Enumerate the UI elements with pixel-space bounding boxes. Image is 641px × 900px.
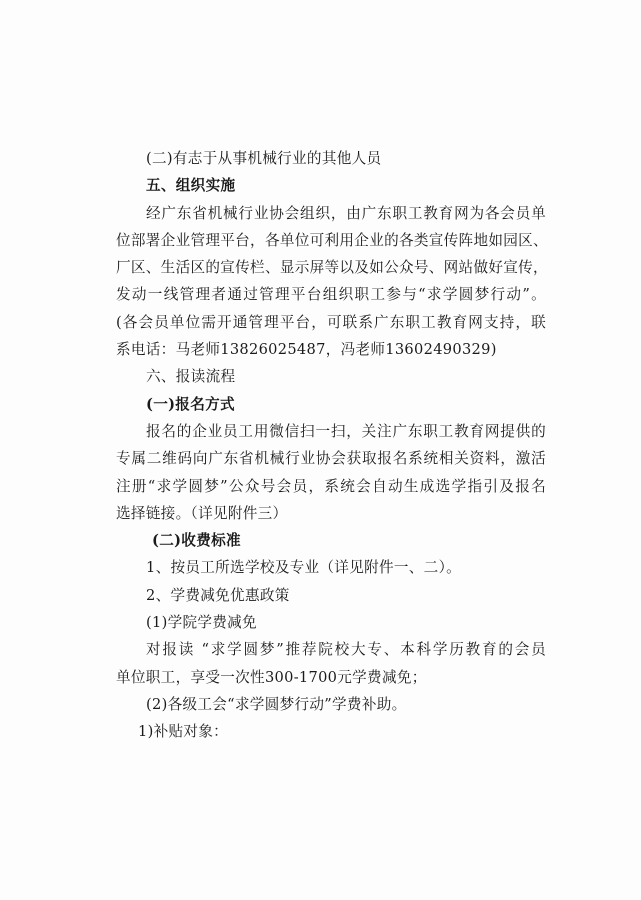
line-text: 对报读 “求学圆梦”推荐院校大专、本科学历教育的会员 — [146, 641, 546, 659]
contact-phone-line — [116, 336, 546, 363]
line-text: 系电话：马老师13826025487，冯老师13602490329) — [116, 341, 497, 359]
line-text: 厂区、生活区的宣传栏、显示屏等以及如公众号、网站做好宣传， — [116, 259, 548, 277]
list-item-union-subsidy — [116, 691, 546, 718]
paragraph-line — [116, 636, 546, 663]
line-text: (二)有志于从事机械行业的其他人员 — [146, 150, 382, 167]
line-text: 单位职工，享受一次性300-1700元学费减免； — [116, 668, 427, 686]
line-text: 1、按员工所选学校及专业（详见附件一、二）。 — [146, 559, 462, 577]
line-text: 经广东省机械行业协会组织，由广东职工教育网为各会员单 — [146, 204, 546, 222]
paragraph-line — [116, 445, 546, 472]
line-text: 报名的企业员工用微信扫一扫，关注广东职工教育网提供的 — [146, 422, 546, 440]
list-item-other-personnel — [116, 145, 546, 172]
line-text: 选择链接。（详见附件三） — [116, 504, 288, 522]
paragraph-line — [116, 227, 546, 254]
paragraph-line — [116, 200, 546, 227]
heading-text: 六、报读流程 — [146, 368, 236, 386]
heading-text: 五、组织实施 — [146, 177, 236, 195]
paragraph-line — [116, 254, 546, 281]
line-text: 2、学费减免优惠政策 — [146, 586, 290, 604]
heading-text: (一)报名方式 — [146, 395, 235, 413]
section-heading-organization — [116, 172, 546, 199]
line-text: 专属二维码向广东省机械行业协会获取报名系统相关资料，激活 — [116, 450, 546, 468]
paragraph-line — [116, 473, 546, 500]
subsection-heading-registration — [116, 391, 546, 418]
paragraph-line — [116, 418, 546, 445]
line-text: 位部署企业管理平台，各单位可利用企业的各类宣传阵地如园区、 — [116, 231, 548, 249]
subsection-heading-fees — [116, 527, 546, 554]
list-item-tuition-reduction — [116, 609, 546, 636]
line-text: (1)学院学费减免 — [146, 614, 257, 632]
list-item-fee-discount — [116, 582, 546, 609]
line-text: 注册“求学圆梦”公众号会员，系统会自动生成选学指引及报名 — [116, 477, 546, 495]
line-text: 发动一线管理者通过管理平台组织职工参与“求学圆梦行动”。 — [116, 286, 546, 304]
paragraph-line — [116, 664, 546, 691]
list-item-subsidy-target — [116, 718, 546, 745]
line-text: (各会员单位需开通管理平台，可联系广东职工教育网支持，联 — [116, 313, 546, 331]
section-heading-enrollment — [116, 363, 546, 390]
paragraph-line — [116, 309, 546, 336]
list-item-fee-by-school — [116, 554, 546, 581]
paragraph-line — [116, 281, 546, 308]
document-body — [116, 145, 546, 746]
paragraph-line — [116, 500, 546, 527]
heading-text: (二)收费标准 — [152, 532, 241, 550]
line-text: (2)各级工会“求学圆梦行动”学费补助。 — [146, 695, 407, 713]
line-text: 1)补贴对象： — [138, 723, 229, 741]
